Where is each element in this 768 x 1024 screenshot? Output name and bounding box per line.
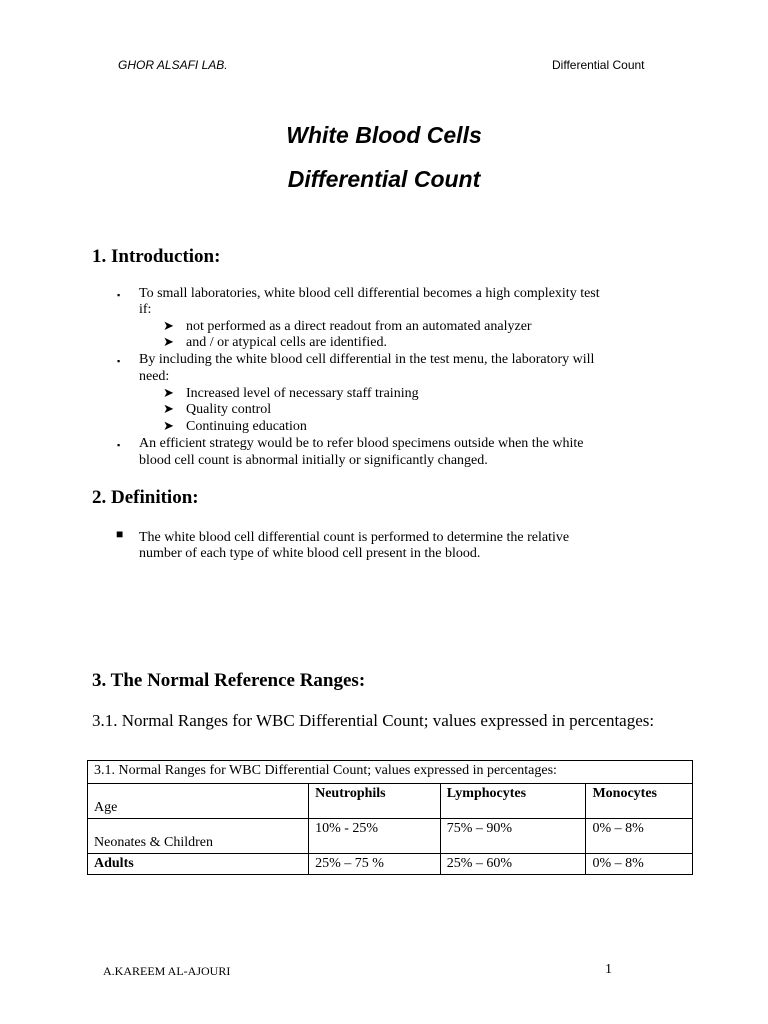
intro-bullet3-line1: An efficient strategy would be to refer blood specimens outside when the white: [139, 436, 584, 451]
intro-subitem: Increased level of necessary staff training: [186, 386, 419, 401]
intro-bullet2-line1: By including the white blood cell differential in the test menu, the laboratory will: [139, 352, 595, 367]
age-label: Age: [94, 800, 118, 815]
introduction-heading: 1. Introduction:: [92, 246, 221, 267]
page-number: 1: [605, 962, 612, 977]
intro-bullet3-line2: blood cell count is abnormal initially or significantly changed.: [139, 453, 488, 468]
document-title-line1: White Blood Cells: [286, 122, 482, 148]
ranges-heading: 3. The Normal Reference Ranges:: [92, 670, 366, 691]
header-lab-name: GHOR ALSAFI LAB.: [118, 58, 228, 72]
intro-subitem: Continuing education: [186, 419, 307, 434]
intro-bullet1-line1: To small laboratories, white blood cell differential becomes a high complexity test: [139, 286, 600, 301]
age-cell: Adults: [88, 854, 309, 875]
table-row: [88, 854, 693, 875]
table-cell: 0% – 8%: [586, 854, 693, 875]
ranges-subheading: 3.1. Normal Ranges for WBC Differential Count; values expressed in percentages:: [92, 711, 655, 730]
footer-author: A.KAREEM AL-AJOURI: [103, 964, 231, 978]
age-value: Neonates & Children: [94, 835, 213, 850]
square-bullet-icon: ▪: [117, 440, 121, 450]
intro-subitem: and / or atypical cells are identified.: [186, 335, 387, 350]
intro-bullet1-line2: if:: [139, 302, 152, 317]
age-cell: [88, 819, 309, 854]
square-bullet-icon: ■: [116, 527, 124, 541]
arrow-bullet-icon: ➤: [163, 386, 174, 401]
table-cell: 10% - 25%: [309, 819, 441, 854]
intro-bullet2-line2: need:: [139, 369, 170, 384]
column-header-lymphocytes: Lymphocytes: [440, 784, 586, 819]
square-bullet-icon: ▪: [117, 290, 121, 300]
document-title-line2: Differential Count: [287, 166, 481, 192]
intro-subitem: Quality control: [186, 402, 272, 417]
column-header-monocytes: Monocytes: [586, 784, 693, 819]
definition-line2: number of each type of white blood cell present in the blood.: [139, 546, 481, 561]
age-header-cell: [88, 784, 309, 819]
table-cell: 25% – 60%: [440, 854, 586, 875]
table-row: [88, 819, 693, 854]
arrow-bullet-icon: ➤: [163, 419, 174, 434]
table-cell: 75% – 90%: [440, 819, 586, 854]
square-bullet-icon: ▪: [117, 356, 121, 366]
table-cell: 0% – 8%: [586, 819, 693, 854]
header-topic: Differential Count: [552, 58, 645, 72]
reference-ranges-table: [87, 760, 693, 875]
arrow-bullet-icon: ➤: [163, 402, 174, 417]
definition-line1: The white blood cell differential count is performed to determine the relative: [139, 530, 570, 545]
intro-subitem: not performed as a direct readout from an automated analyzer: [186, 319, 532, 334]
table-caption: 3.1. Normal Ranges for WBC Differential Count; values expressed in percentages:: [88, 761, 693, 784]
table-cell: 25% – 75 %: [309, 854, 441, 875]
arrow-bullet-icon: ➤: [163, 319, 174, 334]
column-header-neutrophils: Neutrophils: [309, 784, 441, 819]
arrow-bullet-icon: ➤: [163, 335, 174, 350]
definition-heading: 2. Definition:: [92, 487, 199, 508]
